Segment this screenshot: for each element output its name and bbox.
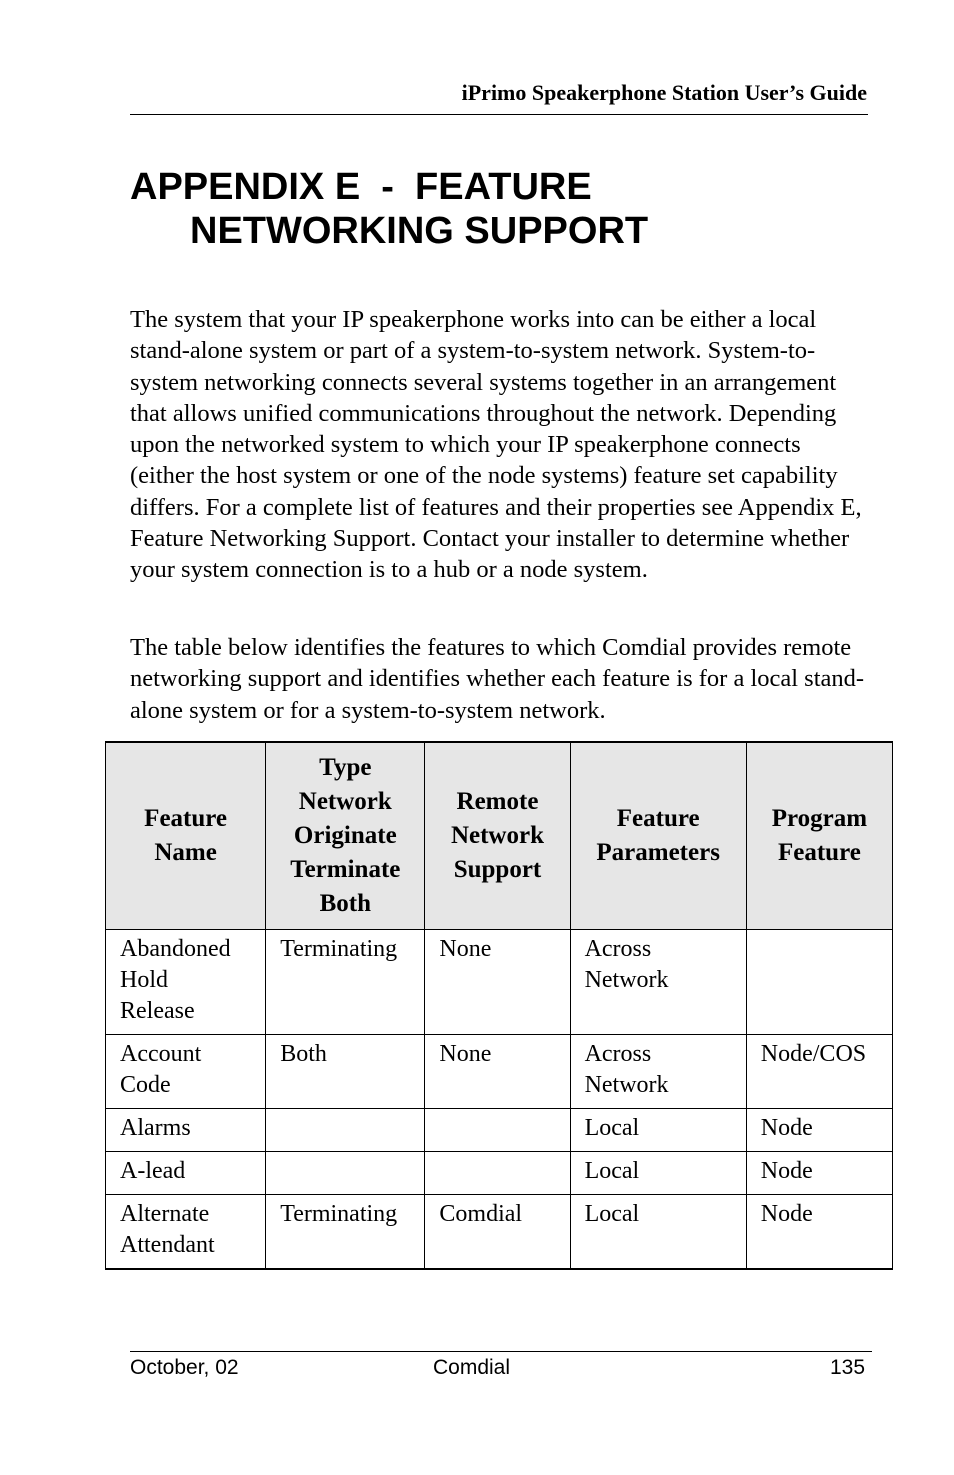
column-header-text: Network: [450, 822, 544, 849]
cell-text: Terminating: [280, 936, 398, 962]
table-intro-paragraph: The table below identifies the features to which Comdial provides remote networking support and identifies whether each feature is for a local stand-alone system or for a system-to-system network.: [130, 634, 865, 724]
cell-text: Comdial: [439, 1201, 523, 1227]
cell-feature-name: [106, 930, 266, 1035]
column-header-text: Feature: [144, 805, 228, 832]
cell-feature-parameters: [570, 930, 746, 1035]
table-row: [106, 1035, 893, 1109]
cell-feature-name: [106, 1109, 266, 1152]
title-line-2: NETWORKING SUPPORT: [190, 210, 649, 252]
feature-networking-table: [105, 741, 893, 1270]
cell-feature-parameters: [570, 1109, 746, 1152]
cell-feature-parameters: [570, 1152, 746, 1195]
cell-text: Both: [280, 1041, 327, 1067]
running-header: iPrimo Speakerphone Station User’s Guide: [461, 80, 867, 105]
cell-text: None: [439, 1041, 492, 1067]
cell-feature-name: [106, 1152, 266, 1195]
cell-remote-support: [425, 1109, 570, 1152]
cell-text: Local: [584, 1115, 640, 1141]
cell-feature-name: [106, 1035, 266, 1109]
cell-text: Node: [760, 1115, 813, 1141]
column-header-text: Feature: [616, 805, 700, 832]
cell-text: Node/COS: [760, 1041, 867, 1067]
cell-text: Release: [120, 998, 195, 1024]
column-header-text: Support: [453, 856, 542, 883]
cell-text: Network: [584, 967, 669, 993]
cell-text: Terminating: [280, 1201, 398, 1227]
cell-feature-parameters: [570, 1195, 746, 1270]
cell-text: Local: [584, 1201, 640, 1227]
title-line-1: APPENDIX E - FEATURE: [130, 166, 592, 208]
intro-paragraph: The system that your IP speakerphone works into can be either a local stand-alone system or part of a system-to-system network. System-to-system networking connects several systems together in an arrangement that allows unified communications throughout the network. Depending upon the networked system to which your IP speakerphone connects (either the host system or one of the node systems) feature set capability differs. For a complete list of features and their properties see Appendix E, Feature Networking Support. Contact your installer to determine whether your system connection is to a hub or a node system.: [130, 306, 862, 584]
cell-type-network: [266, 930, 425, 1035]
table-row: [106, 1152, 893, 1195]
cell-text: Hold: [120, 967, 168, 993]
cell-program-feature: [746, 1035, 892, 1109]
table-row: [106, 1109, 893, 1152]
footer-company: Comdial: [433, 1356, 511, 1379]
footer-date: October, 02: [130, 1356, 239, 1379]
column-header-text: Terminate: [290, 856, 401, 883]
cell-text: Local: [584, 1158, 640, 1184]
column-header-text: Program: [771, 805, 868, 832]
col-header-program-feature: [746, 742, 892, 930]
cell-text: Abandoned: [120, 936, 231, 962]
table-body: [106, 930, 893, 1270]
page-title: [130, 165, 870, 253]
column-header-text: Both: [319, 890, 371, 917]
cell-text: Alternate: [120, 1201, 210, 1227]
table-header-row: [106, 742, 893, 930]
cell-text: Account: [120, 1041, 202, 1067]
cell-text: A-lead: [120, 1158, 186, 1184]
cell-program-feature: [746, 930, 892, 1035]
column-header-text: Name: [154, 839, 217, 866]
cell-type-network: [266, 1195, 425, 1270]
cell-text: Alarms: [120, 1115, 191, 1141]
column-header-text: Type: [319, 754, 372, 781]
cell-remote-support: [425, 1152, 570, 1195]
cell-text: None: [439, 936, 492, 962]
cell-text: Code: [120, 1072, 171, 1098]
table-row: [106, 1195, 893, 1270]
cell-text: Attendant: [120, 1232, 215, 1258]
cell-program-feature: [746, 1195, 892, 1270]
cell-type-network: [266, 1109, 425, 1152]
cell-program-feature: [746, 1109, 892, 1152]
table-row: [106, 930, 893, 1035]
col-header-feature-name: [106, 742, 266, 930]
page-number: 135: [830, 1356, 866, 1379]
column-header-text: Network: [298, 788, 392, 815]
column-header-text: Parameters: [596, 839, 720, 866]
cell-program-feature: [746, 1152, 892, 1195]
cell-remote-support: [425, 1035, 570, 1109]
cell-feature-parameters: [570, 1035, 746, 1109]
cell-remote-support: [425, 1195, 570, 1270]
col-header-feature-parameters: [570, 742, 746, 930]
cell-feature-name: [106, 1195, 266, 1270]
cell-text: Node: [760, 1201, 813, 1227]
footer-rule: [130, 1351, 872, 1352]
col-header-remote-network-support: [425, 742, 570, 930]
cell-text: Node: [760, 1158, 813, 1184]
col-header-type-network: [266, 742, 425, 930]
cell-type-network: [266, 1035, 425, 1109]
cell-remote-support: [425, 930, 570, 1035]
cell-text: Across: [584, 936, 652, 962]
header-rule: [130, 114, 868, 115]
column-header-text: Remote: [456, 788, 539, 815]
cell-type-network: [266, 1152, 425, 1195]
column-header-text: Originate: [293, 822, 397, 849]
cell-text: Network: [584, 1072, 669, 1098]
column-header-text: Feature: [777, 839, 861, 866]
cell-text: Across: [584, 1041, 652, 1067]
